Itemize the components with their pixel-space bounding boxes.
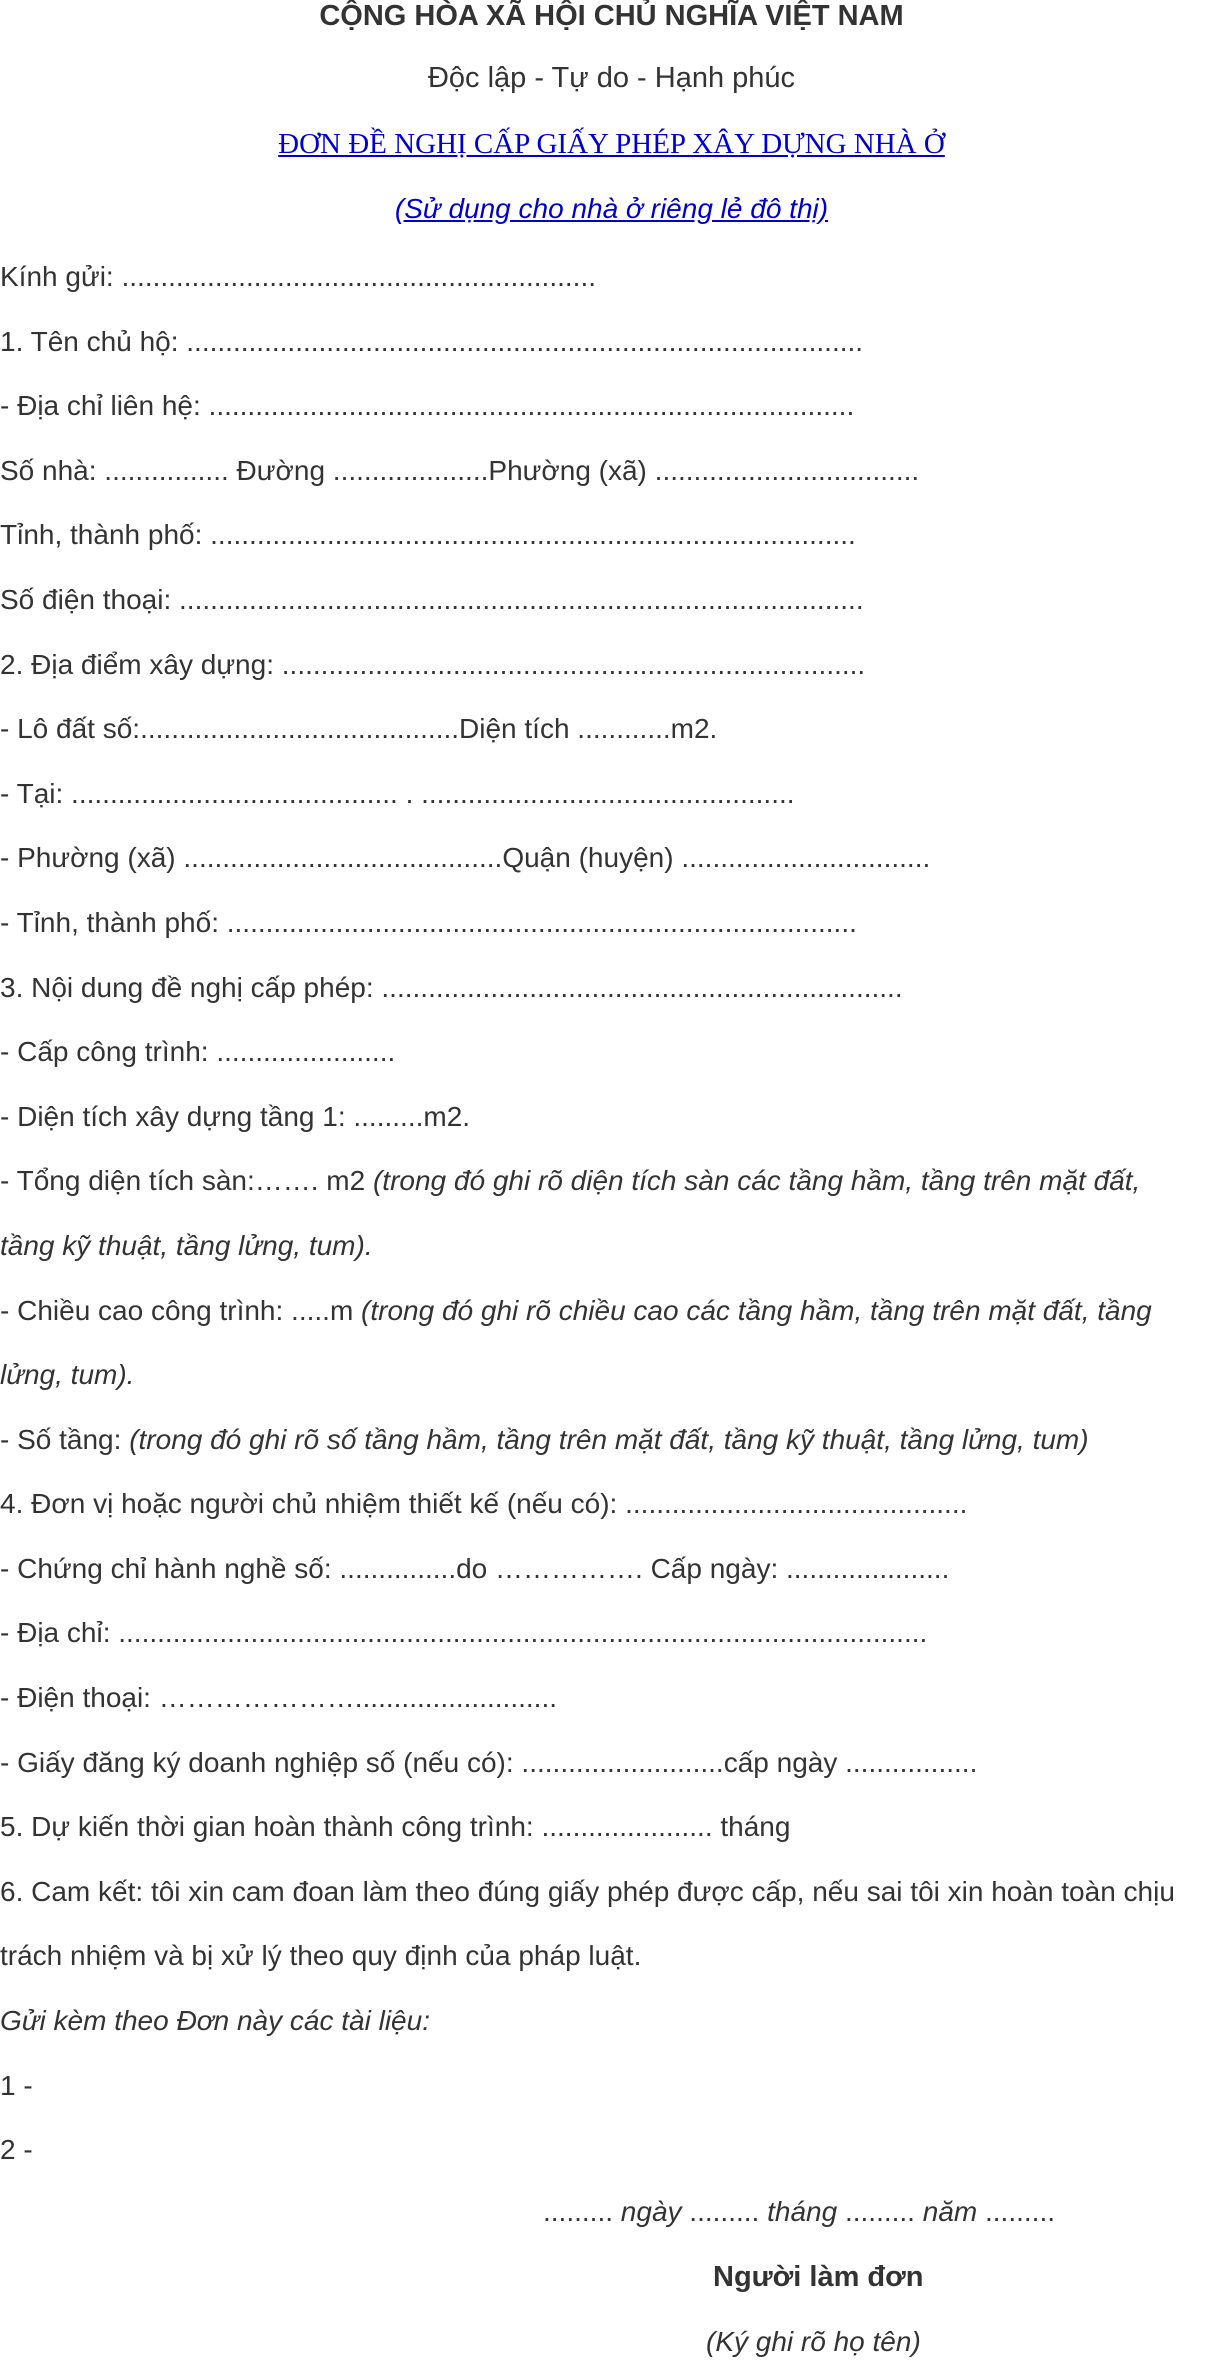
form-line-phone: Số điện thoại: ........................................................................................ [0, 583, 864, 615]
form-line-permit-content: 3. Nội dung đề nghị cấp phép: ................................................................... [0, 971, 903, 1003]
form-line-lot-number: - Lô đất số:.........................................Diện tích ............m2. [0, 713, 718, 745]
signer-label: Người làm đơn [713, 2261, 924, 2293]
form-line-floors: - Số tầng: (trong đó ghi rõ số tầng hầm, tầng trên mặt đất, tầng kỹ thuật, tầng lửng, tum) [0, 1423, 1089, 1455]
form-line-designer-phone: - Điện thoại: ………………….......................... [0, 1682, 558, 1714]
form-subtitle[interactable]: (Sử dụng cho nhà ở riêng lẻ đô thị) [394, 193, 829, 224]
form-line-attachments-heading: Gửi kèm theo Đơn này các tài liệu: [0, 2005, 430, 2037]
form-line-work-grade: - Cấp công trình: ....................... [0, 1036, 396, 1068]
form-line-owner-name: 1. Tên chủ hộ: ....................................................................................... [0, 325, 864, 357]
form-line-total-floor-area-cont: tầng kỹ thuật, tầng lửng, tum). [0, 1229, 373, 1261]
form-line-commitment-cont: trách nhiệm và bị xử lý theo quy định của pháp luật. [0, 1940, 642, 1972]
form-line-at: - Tại: .......................................... . ................................................ [0, 777, 795, 809]
form-line-height: - Chiều cao công trình: .....m (trong đó ghi rõ chiều cao các tầng hầm, tầng trên mặt đất, tầng [0, 1294, 1152, 1326]
form-line-certificate: - Chứng chỉ hành nghề số: ...............do ……………. Cấp ngày: ..................... [0, 1552, 950, 1584]
signature-date-line: ......... ngày ......... tháng ......... năm ......... [543, 2196, 1056, 2227]
signature-note: (Ký ghi rõ họ tên) [706, 2326, 921, 2357]
form-line-designer-address: - Địa chỉ: ........................................................................................................ [0, 1617, 928, 1649]
form-line-house-number: Số nhà: ................ Đường ....................Phường (xã) .................................. [0, 454, 920, 486]
form-line-build-location: 2. Địa điểm xây dựng: ........................................................................... [0, 648, 866, 680]
form-line-designer: 4. Đơn vị hoặc người chủ nhiệm thiết kế (nếu có): ............................................ [0, 1488, 968, 1520]
form-line-height-cont: lửng, tum). [0, 1359, 135, 1391]
form-line-recipient: Kính gửi: ............................................................. [0, 261, 597, 292]
form-line-total-floor-area: - Tổng diện tích sàn:……. m2 (trong đó ghi rõ diện tích sàn các tầng hầm, tầng trên mặt đất, [0, 1165, 1141, 1197]
form-line-ward-district: - Phường (xã) .........................................Quận (huyện) ................................ [0, 842, 931, 874]
form-line-attachment-1: 1 - [0, 2069, 33, 2101]
form-body [0, 257, 1223, 2195]
country-header: CỘNG HÒA XÃ HỘI CHỦ NGHĨA VIỆT NAM [319, 0, 904, 32]
form-line-completion-time: 5. Dự kiến thời gian hoàn thành công trình: ...................... tháng [0, 1811, 791, 1843]
form-line-attachment-2: 2 - [0, 2134, 33, 2166]
form-line-province: Tỉnh, thành phố: ................................................................................... [0, 519, 856, 551]
motto: Độc lập - Tự do - Hạnh phúc [427, 62, 796, 94]
form-line-contact-address: - Địa chỉ liên hệ: ................................................................................... [0, 390, 855, 422]
form-line-commitment: 6. Cam kết: tôi xin cam đoan làm theo đúng giấy phép được cấp, nếu sai tôi xin hoàn toàn chịu [0, 1875, 1175, 1907]
form-line-business-registration: - Giấy đăng ký doanh nghiệp số (nếu có): ..........................cấp ngày ................. [0, 1746, 978, 1778]
form-line-build-province: - Tỉnh, thành phố: ................................................................................. [0, 906, 857, 938]
form-line-ground-floor-area: - Diện tích xây dựng tầng 1: .........m2. [0, 1100, 471, 1132]
form-title[interactable]: ĐƠN ĐỀ NGHỊ CẤP GIẤY PHÉP XÂY DỰNG NHÀ Ở [278, 128, 945, 160]
